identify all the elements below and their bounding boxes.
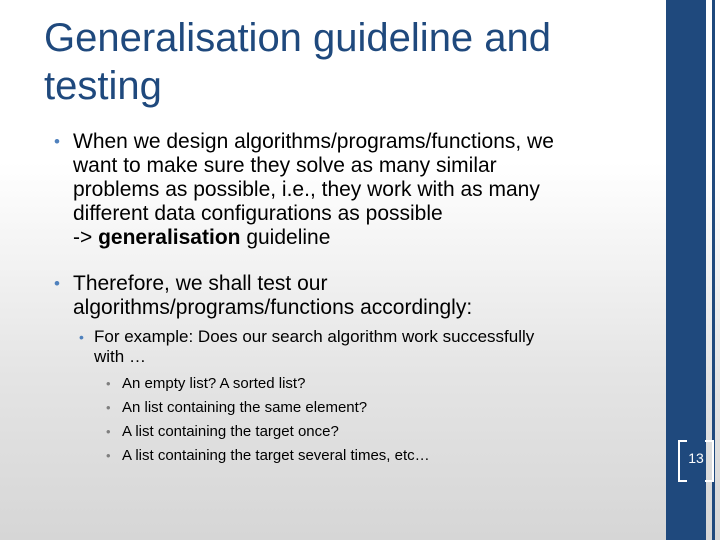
case-text: An empty list? A sorted list? (122, 375, 306, 392)
bullet-testing (54, 272, 673, 320)
arrow-prefix: -> (73, 226, 99, 249)
bullet-generalisation (54, 130, 673, 250)
small-bullet-dot-icon: • (106, 376, 111, 391)
bullet1-line-1: When we design algorithms/programs/functions, we (73, 130, 554, 153)
generalisation-keyword: generalisation (98, 226, 241, 249)
bullet2-line-1: Therefore, we shall test our (73, 272, 328, 295)
bullet-dot-icon: • (54, 132, 60, 151)
sub-bullet-dot-icon: • (79, 329, 84, 345)
sub-sub-bullet-item (106, 423, 642, 441)
bullet1-line-5 (73, 226, 673, 250)
case-text: A list containing the target once? (122, 423, 339, 440)
small-bullet-dot-icon: • (106, 448, 111, 463)
title-line-1: Generalisation guideline and (44, 16, 552, 60)
small-bullet-dot-icon: • (106, 424, 111, 439)
sub-sub-bullet-item (106, 375, 642, 393)
sub-sub-bullet-item (106, 447, 642, 465)
title-line-2: testing (44, 64, 162, 108)
bullet1-line-4: different data configurations as possible (73, 202, 443, 225)
bullet-dot-icon: • (54, 274, 60, 293)
page-number: 13 (688, 450, 704, 466)
page-number-badge (678, 440, 714, 480)
sub-bullet-line-2: with … (94, 347, 146, 366)
sub-bullet-line-1: For example: Does our search algorithm work successfully (94, 327, 535, 346)
case-text: An list containing the same element? (122, 399, 368, 416)
bullet2-line-2: algorithms/programs/functions accordingly: (73, 296, 473, 319)
small-bullet-dot-icon: • (106, 400, 111, 415)
bullet1-line-3: problems as possible, i.e., they work with as many (73, 178, 540, 201)
sub-bullet-example (79, 327, 654, 367)
case-text: A list containing the target several times, etc… (122, 447, 430, 464)
bullet1-line-2: want to make sure they solve as many similar (73, 154, 497, 177)
guideline-suffix: guideline (240, 226, 331, 249)
sub-sub-bullet-item (106, 399, 642, 417)
